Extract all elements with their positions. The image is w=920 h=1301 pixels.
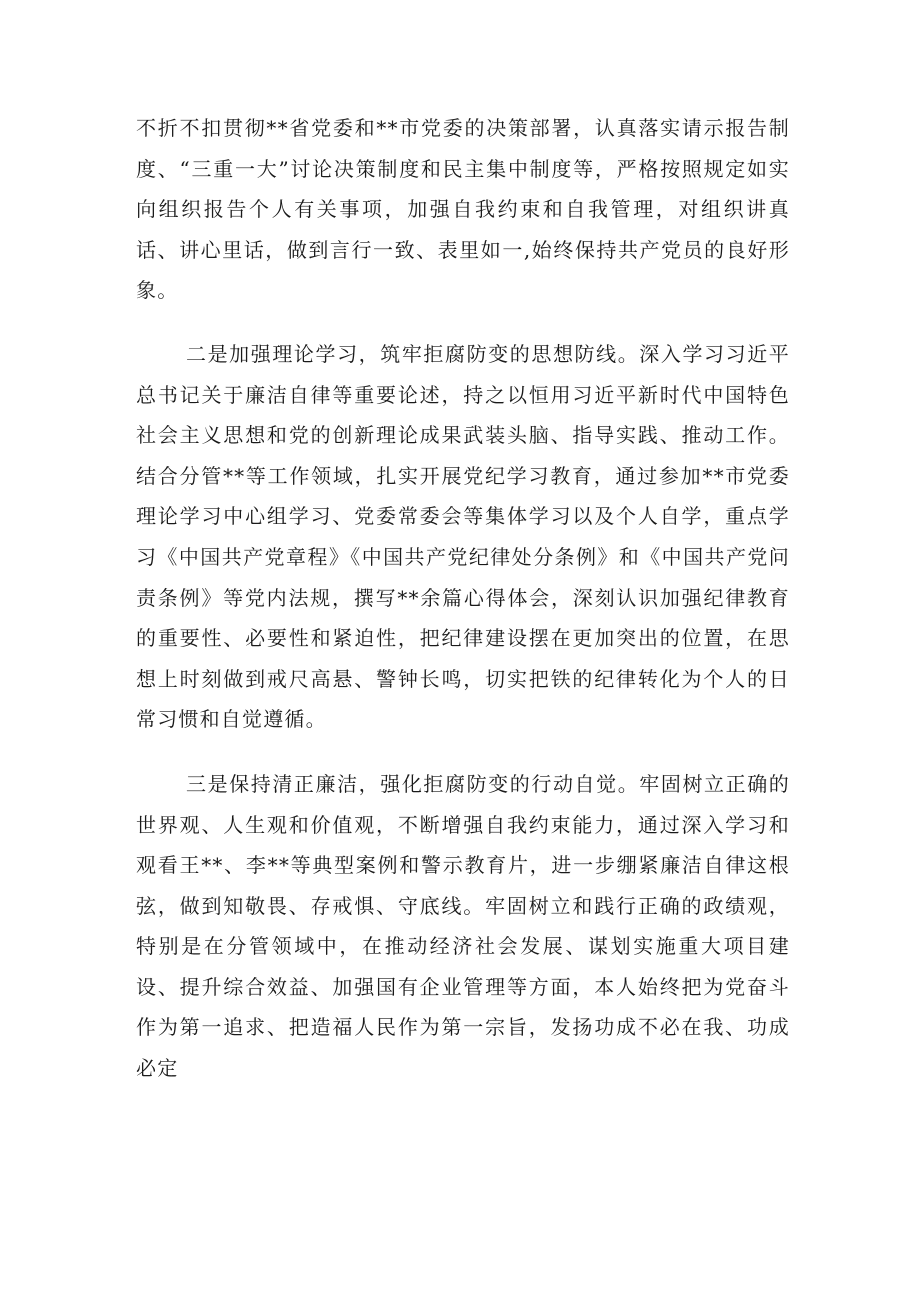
paragraph-continued-reporting-discipline: 不折不扣贯彻**省党委和**市党委的决策部署，认真落实请示报告制度、“三重一大”讨论决策制度和民主集中制度等，严格按照规定如实向组织报告个人有关事项，加强自我约束和自我管理，对组织讲真话、讲心里话，做到言行一致、表里如一,始终保持共产党员的良好形象。	[136, 116, 790, 303]
document-body	[136, 108, 790, 1089]
paragraph-integrity-self-discipline: 三是保持清正廉洁，强化拒腐防变的行动自觉。牢固树立正确的世界观、人生观和价值观，不断增强自我约束能力，通过深入学习和观看王**、李**等典型案例和警示教育片，进一步绷紧廉洁自律这根弦，做到知敬畏、存戒惧、守底线。牢固树立和践行正确的政绩观，特别是在分管领域中，在推动经济社会发展、谋划实施重大项目建设、提升综合效益、加强国有企业管理等方面，本人始终把为党奋斗作为第一追求、把造福人民作为第一宗旨，发扬功成不必在我、功成必定	[136, 771, 790, 1081]
paragraph-theory-study: 二是加强理论学习，筑牢拒腐防变的思想防线。深入学习习近平总书记关于廉洁自律等重要论述，持之以恒用习近平新时代中国特色社会主义思想和党的创新理论成果武装头脑、指导实践、推动工作。结合分管**等工作领域，扎实开展党纪学习教育，通过参加**市党委理论学习中心组学习、党委常委会等集体学习以及个人自学，重点学习《中国共产党章程》《中国共产党纪律处分条例》和《中国共产党问责条例》等党内法规，撰写**余篇心得体会，深刻认识加强纪律教育的重要性、必要性和紧迫性，把纪律建设摆在更加突出的位置，在思想上时刻做到戒尺高悬、警钟长鸣，切实把铁的纪律转化为个人的日常习惯和自觉遵循。	[136, 341, 790, 732]
